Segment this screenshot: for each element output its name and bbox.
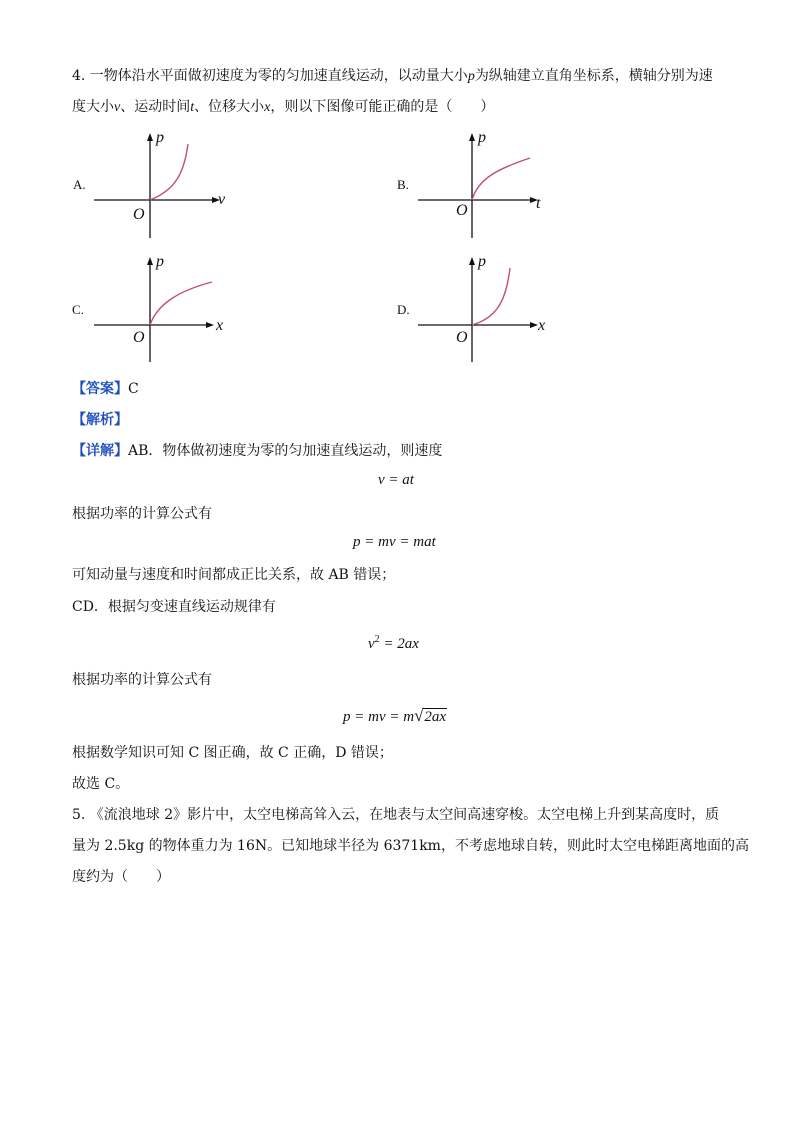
origin-label: O: [456, 329, 468, 346]
detail-line2: 根据功率的计算公式有: [72, 506, 212, 522]
option-b-graph[interactable]: [414, 128, 554, 240]
x-axis-arrow-icon: [206, 322, 214, 328]
detail-line7: 故选 C。: [72, 776, 130, 792]
origin-label: O: [456, 202, 468, 219]
detail-line4: CD．根据匀变速直线运动规律有: [72, 599, 276, 615]
option-c-graph[interactable]: [90, 252, 230, 364]
eq4-pre: p = mv = m: [343, 709, 415, 725]
equation-1: v = at: [378, 472, 414, 488]
answer-line: [72, 379, 139, 399]
x-axis-label: v: [218, 191, 226, 208]
analysis-tag: 【解析】: [72, 412, 128, 428]
x-axis-label: x: [216, 317, 224, 334]
detail-line1: [72, 441, 442, 461]
y-axis-label: p: [156, 129, 164, 146]
origin-label: O: [133, 206, 145, 223]
y-axis-label: p: [478, 129, 486, 146]
curve-line: [150, 144, 188, 200]
var-t: t: [190, 100, 195, 115]
x-axis-label: t: [536, 195, 541, 212]
question5-line1: 5. 《流浪地球 2》影片中，太空电梯高耸入云，在地表与太空间高速穿梭。太空电梯上升到某高度时，质: [72, 807, 720, 823]
y-axis-label: p: [478, 253, 486, 270]
detail-tag: 【详解】: [72, 443, 128, 459]
question5-line2: 量为 2.5kg 的物体重力为 16N。已知地球半径为 6371km，不考虑地球自转，则此时太空电梯距离地面的高: [72, 838, 749, 854]
detail-text: AB．物体做初速度为零的匀加速直线运动，则速度: [128, 443, 443, 459]
equation-2: p = mv = mat: [353, 534, 436, 550]
q4-text: ，则以下图像可能正确的是（ ）: [270, 99, 495, 115]
y-axis-arrow-icon: [469, 257, 475, 265]
q4-text: 4. 一物体沿水平面做初速度为零的匀加速直线运动，以动量大小: [72, 68, 468, 84]
question4-line1: [72, 66, 713, 87]
answer-value: C: [128, 381, 139, 397]
y-axis-arrow-icon: [469, 133, 475, 141]
detail-line6: 根据数学知识可知 C 图正确，故 C 正确，D 错误；: [72, 745, 393, 761]
option-d-graph[interactable]: [414, 252, 554, 364]
curve-line: [472, 158, 530, 200]
var-x: x: [264, 100, 271, 115]
eq4-radicand: 2ax: [424, 709, 447, 725]
eq3-base: v: [368, 636, 375, 652]
y-axis-arrow-icon: [147, 133, 153, 141]
equation-3: [368, 634, 419, 653]
option-a-label[interactable]: A.: [73, 177, 86, 192]
detail-line5: 根据功率的计算公式有: [72, 672, 212, 688]
var-p: p: [467, 69, 475, 84]
eq3-rest: = 2ax: [379, 636, 419, 652]
var-v: v: [114, 100, 121, 115]
q4-text: 、位移大小: [194, 99, 265, 115]
option-b-label[interactable]: B.: [397, 177, 409, 192]
q4-text: 、运动时间: [120, 99, 191, 115]
curve-line: [150, 282, 212, 325]
question4-line2: [72, 97, 494, 118]
analysis-line: [72, 410, 128, 430]
question5-line3: 度约为（ ）: [72, 869, 170, 885]
y-axis-label: p: [156, 253, 164, 270]
detail-line3: 可知动量与速度和时间都成正比关系，故 AB 错误；: [72, 567, 396, 583]
equation-4: [343, 706, 447, 726]
sqrt-icon: √: [414, 706, 424, 725]
option-c-label[interactable]: C.: [72, 302, 84, 317]
origin-label: O: [133, 329, 145, 346]
option-d-label[interactable]: D.: [397, 302, 410, 317]
q4-text: 为纵轴建立直角坐标系，横轴分别为速: [474, 68, 713, 84]
answer-tag: 【答案】: [72, 381, 128, 397]
option-a-graph[interactable]: [90, 128, 230, 240]
q4-text: 度大小: [72, 99, 114, 115]
eq3-exponent: 2: [374, 634, 380, 645]
curve-line: [472, 268, 510, 325]
x-axis-arrow-icon: [530, 322, 538, 328]
x-axis-label: x: [538, 317, 546, 334]
y-axis-arrow-icon: [147, 257, 153, 265]
